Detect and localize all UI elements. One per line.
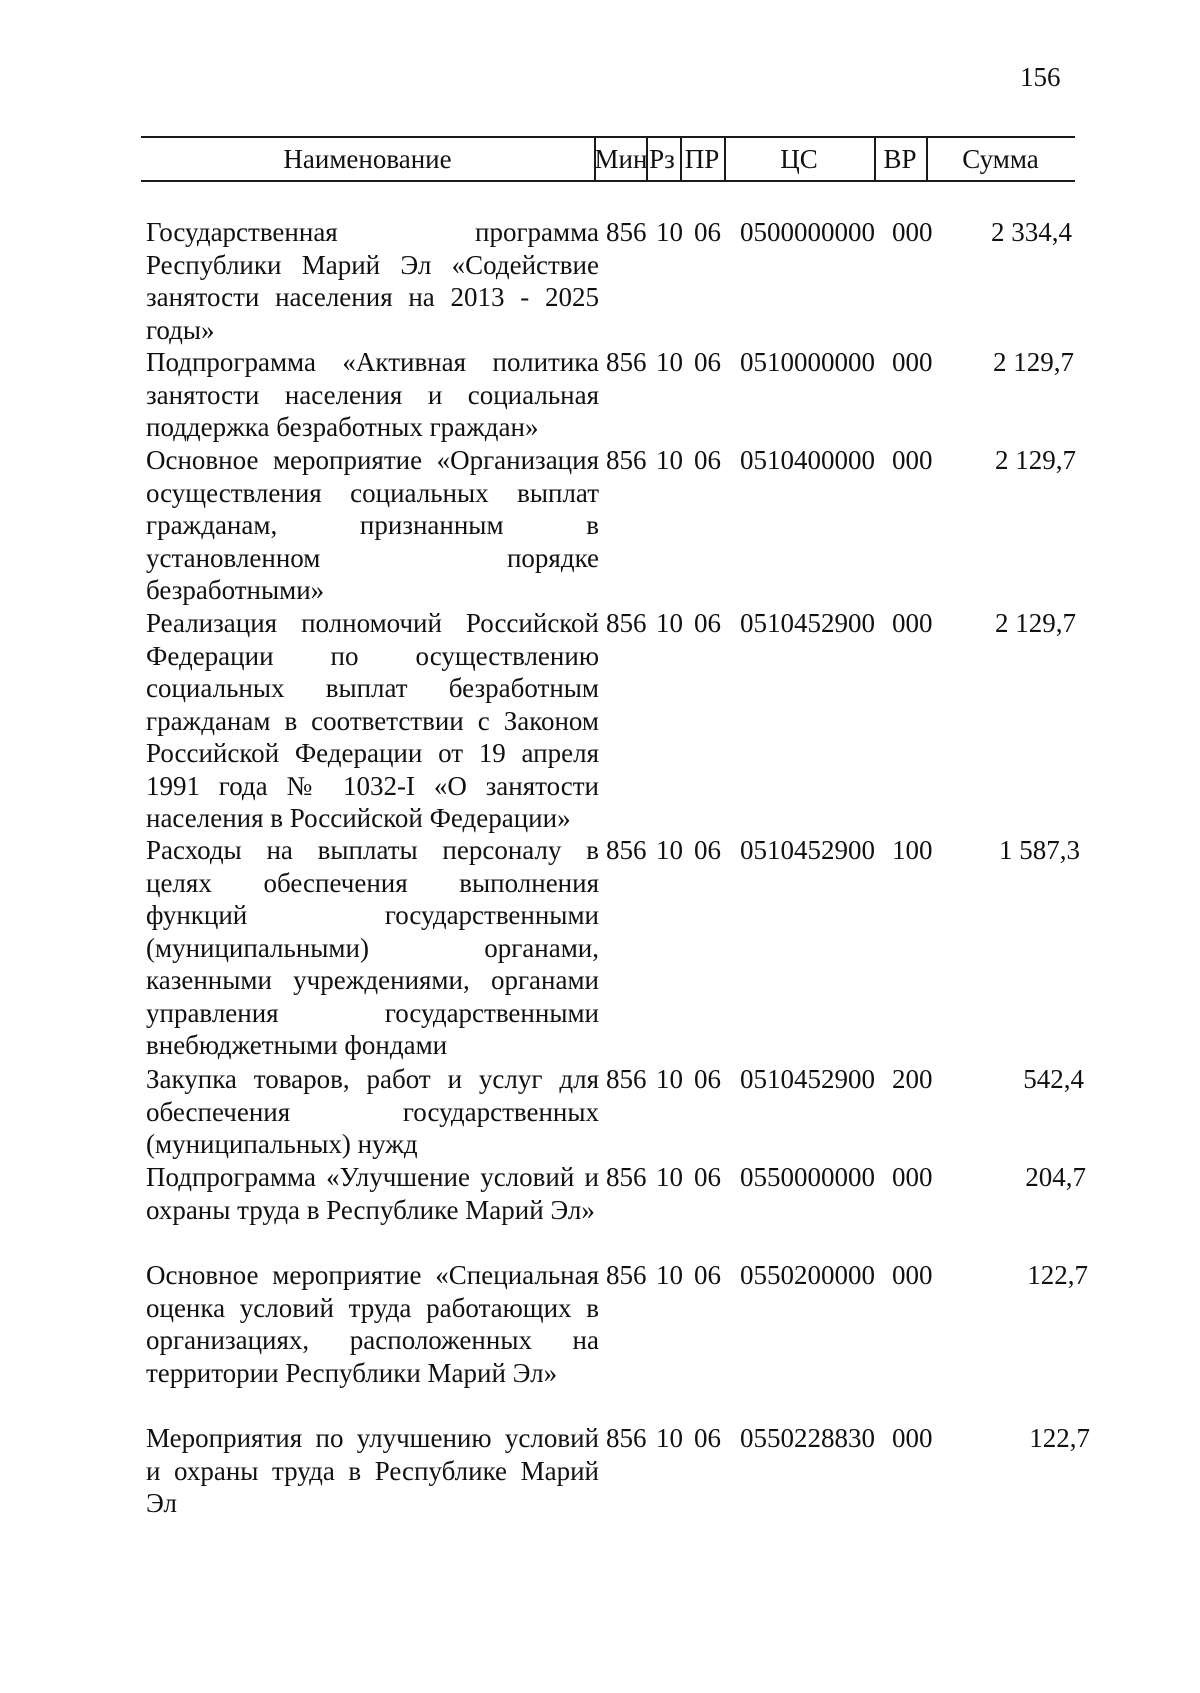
row-pr: 06 [694,347,721,377]
page-number: 156 [1020,62,1061,92]
row-sum: 1 587,3 [999,835,1080,865]
row-pr: 06 [694,1423,721,1453]
row-rz: 10 [656,1162,683,1192]
row-name: Подпрограмма «Активная политика занятости населения и социальная поддержка безработных граждан» [146,347,599,442]
row-cs: 0510000000 [740,347,875,377]
row-name: Подпрограмма «Улучшение условий и охраны труда в Республике Марий Эл» [146,1162,599,1225]
row-vr: 000 [892,1260,933,1290]
row-min: 856 [606,1162,647,1192]
header-vr: ВР [874,138,928,180]
row-cs: 0500000000 [740,217,875,247]
row-min: 856 [606,1260,647,1290]
row-rz: 10 [656,1064,683,1094]
header-min: Мин [594,138,648,180]
row-name: Реализация полномочий Российской Федерации по осуществлению социальных выплат безработным гражданам в соответствии с Законом Российской Федерации от 19 апреля 1991 года № 1032-I «О занятости населения в Российской Федерации» [146,608,599,833]
row-sum: 2 129,7 [995,608,1076,638]
row-sum: 122,7 [1027,1260,1088,1290]
row-name: Основное мероприятие «Специальная оценка условий труда работающих в организациях, расположенных на территории Республики Марий Эл» [146,1260,599,1388]
row-sum: 122,7 [1029,1423,1090,1453]
row-name: Мероприятия по улучшению условий и охраны труда в Республике Марий Эл [146,1423,599,1518]
row-sum: 2 129,7 [995,445,1076,475]
row-vr: 000 [892,347,933,377]
row-cs: 0510452900 [740,835,875,865]
table-header [141,136,1075,182]
row-min: 856 [606,1064,647,1094]
row-rz: 10 [656,608,683,638]
row-rz: 10 [656,347,683,377]
header-rz: Рз [644,138,682,180]
row-min: 856 [606,445,647,475]
header-pr: ПР [680,138,726,180]
header-cs: ЦС [724,138,876,180]
row-pr: 06 [694,217,721,247]
row-rz: 10 [656,835,683,865]
header-name: Наименование [283,143,452,174]
row-min: 856 [606,217,647,247]
row-sum: 542,4 [1023,1064,1084,1094]
row-cs: 0550200000 [740,1260,875,1290]
row-pr: 06 [694,1260,721,1290]
row-name: Основное мероприятие «Организация осуществления социальных выплат гражданам, признанным в установленном порядке безработными» [146,445,599,605]
row-min: 856 [606,835,647,865]
row-vr: 000 [892,217,933,247]
row-rz: 10 [656,445,683,475]
row-min: 856 [606,1423,647,1453]
row-rz: 10 [656,1260,683,1290]
header-sum: Сумма [962,143,1039,174]
row-pr: 06 [694,608,721,638]
row-cs: 0550228830 [740,1423,875,1453]
row-rz: 10 [656,1423,683,1453]
row-vr: 000 [892,1162,933,1192]
row-vr: 200 [892,1064,933,1094]
row-name: Закупка товаров, работ и услуг для обеспечения государственных (муниципальных) нужд [146,1064,599,1159]
row-min: 856 [606,608,647,638]
row-min: 856 [606,347,647,377]
row-cs: 0510452900 [740,1064,875,1094]
row-vr: 100 [892,835,933,865]
row-vr: 000 [892,1423,933,1453]
row-sum: 2 334,4 [991,217,1072,247]
row-vr: 000 [892,608,933,638]
row-name: Государственная программа Республики Марий Эл «Содействие занятости населения на 2013 - 2025 годы» [146,217,599,345]
row-pr: 06 [694,1064,721,1094]
row-cs: 0510400000 [740,445,875,475]
row-pr: 06 [694,1162,721,1192]
row-name: Расходы на выплаты персоналу в целях обеспечения выполнения функций государственными (муниципальными) органами, казенными учреждениями, органами управления государственными внебюджетными фондами [146,835,599,1060]
row-vr: 000 [892,445,933,475]
row-pr: 06 [694,835,721,865]
row-sum: 2 129,7 [993,347,1074,377]
row-pr: 06 [694,445,721,475]
row-cs: 0550000000 [740,1162,875,1192]
row-cs: 0510452900 [740,608,875,638]
row-sum: 204,7 [1025,1162,1086,1192]
row-rz: 10 [656,217,683,247]
